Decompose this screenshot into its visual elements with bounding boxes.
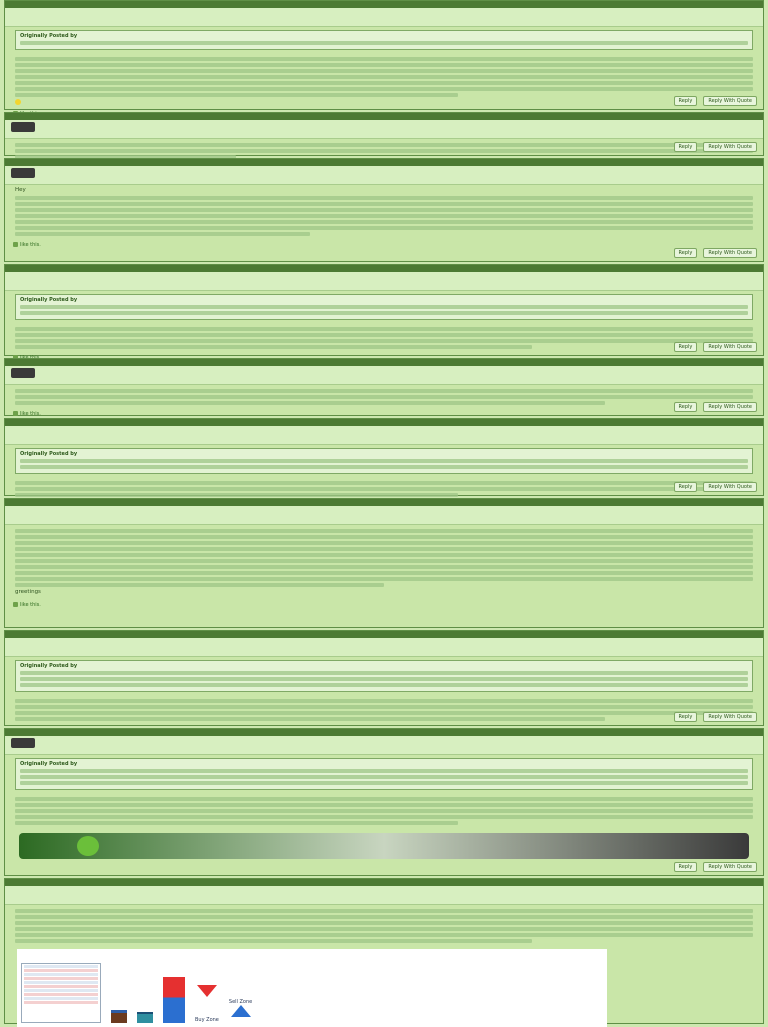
post-header <box>5 1 763 8</box>
post-7 <box>4 498 764 628</box>
text-line <box>15 803 753 807</box>
quote-line <box>20 769 748 773</box>
user-bar <box>5 638 763 657</box>
text-line <box>15 226 753 230</box>
text-line <box>15 939 532 943</box>
user-bar <box>5 166 763 185</box>
user-bar <box>5 272 763 291</box>
text-line <box>15 208 753 212</box>
text-line <box>15 196 753 200</box>
text-line <box>15 481 753 485</box>
likes-text[interactable]: like this. <box>20 241 41 248</box>
post-body <box>5 695 763 725</box>
quote-line <box>20 781 748 785</box>
post-body <box>5 53 763 108</box>
post-1 <box>4 0 764 110</box>
quote-header: Originally Posted by <box>20 451 78 457</box>
post-actions <box>674 342 757 352</box>
reply-button[interactable]: Reply <box>674 96 698 106</box>
arrow-down-icon <box>197 985 217 997</box>
text-line <box>15 69 753 73</box>
quote-line <box>20 305 748 309</box>
text-line <box>15 705 753 709</box>
reply-button[interactable]: Reply <box>674 248 698 258</box>
quote-line <box>20 311 748 315</box>
sheet-row <box>24 993 98 996</box>
text-line <box>15 699 753 703</box>
text-line <box>15 220 753 224</box>
text-line <box>15 81 753 85</box>
text-line <box>15 333 753 337</box>
avatar[interactable] <box>11 368 35 378</box>
text-line <box>15 75 753 79</box>
reply-with-quote-button[interactable]: Reply With Quote <box>703 482 757 492</box>
text-line <box>15 915 753 919</box>
post-header <box>5 419 763 426</box>
post-body <box>5 905 763 947</box>
quote-line <box>20 459 748 463</box>
quote-block <box>15 448 753 474</box>
text-line <box>15 401 605 405</box>
post-2 <box>4 112 764 156</box>
reply-with-quote-button[interactable]: Reply With Quote <box>703 862 757 872</box>
text-line <box>15 921 753 925</box>
post-actions <box>674 142 757 152</box>
reply-with-quote-button[interactable]: Reply With Quote <box>703 402 757 412</box>
quote-block <box>15 758 753 790</box>
quote-header: Originally Posted by <box>20 33 78 39</box>
post-actions <box>674 248 757 258</box>
text-line <box>15 149 753 153</box>
reply-button[interactable]: Reply <box>674 342 698 352</box>
text-line <box>15 927 753 931</box>
text-line <box>15 565 753 569</box>
reply-with-quote-button[interactable]: Reply With Quote <box>703 712 757 722</box>
sheet-row <box>24 981 98 984</box>
post-body <box>5 525 763 600</box>
quote-block <box>15 660 753 692</box>
likes-row <box>13 242 755 248</box>
text-line <box>15 577 753 581</box>
quote-line <box>20 775 748 779</box>
text-line <box>15 821 458 825</box>
reply-with-quote-button[interactable]: Reply With Quote <box>703 96 757 106</box>
user-bar <box>5 886 763 905</box>
reply-button[interactable]: Reply <box>674 482 698 492</box>
quote-block <box>15 30 753 50</box>
sheet-row <box>24 969 98 972</box>
text-line <box>15 339 753 343</box>
text-line <box>15 93 458 97</box>
sign-off: greetings <box>15 589 41 595</box>
quote-line <box>20 683 748 687</box>
avatar[interactable] <box>11 122 35 132</box>
post-header <box>5 359 763 366</box>
reply-with-quote-button[interactable]: Reply With Quote <box>703 142 757 152</box>
text-line <box>15 571 753 575</box>
text-line <box>15 583 384 587</box>
text-line <box>15 815 753 819</box>
quote-header: Originally Posted by <box>20 663 78 669</box>
text-line <box>15 541 753 545</box>
likes-text[interactable]: like this. <box>20 601 41 608</box>
text-line <box>15 202 753 206</box>
quote-header: Originally Posted by <box>20 761 78 767</box>
reply-with-quote-button[interactable]: Reply With Quote <box>703 342 757 352</box>
text-line <box>15 487 753 491</box>
banner-ball-icon <box>77 836 99 856</box>
post-9 <box>4 728 764 876</box>
likes-row <box>13 602 755 608</box>
thumbs-up-icon <box>13 411 18 416</box>
spreadsheet-image <box>21 963 101 1023</box>
post-header <box>5 729 763 736</box>
post-6 <box>4 418 764 496</box>
text-line <box>15 535 753 539</box>
avatar[interactable] <box>11 738 35 748</box>
text-line <box>15 395 753 399</box>
post-3 <box>4 158 764 262</box>
text-line <box>15 389 753 393</box>
reply-button[interactable]: Reply <box>674 402 698 412</box>
post-actions <box>674 96 757 106</box>
sheet-row <box>24 973 98 976</box>
sheet-row <box>24 997 98 1000</box>
sheet-row <box>24 1001 98 1004</box>
text-line <box>15 711 753 715</box>
text-line <box>15 345 532 349</box>
text-line <box>15 933 753 937</box>
post-body <box>5 323 763 353</box>
user-bar <box>5 426 763 445</box>
likes-text[interactable]: like this. <box>20 411 41 417</box>
quote-header: Originally Posted by <box>20 297 78 303</box>
post-8 <box>4 630 764 726</box>
quote-line <box>20 41 748 45</box>
reply-button[interactable]: Reply <box>674 862 698 872</box>
text-line <box>15 559 753 563</box>
user-bar <box>5 8 763 27</box>
post-body <box>5 385 763 409</box>
post-actions <box>674 402 757 412</box>
text-line <box>15 57 753 61</box>
post-5 <box>4 358 764 416</box>
reply-button[interactable]: Reply <box>674 142 698 152</box>
quote-line <box>20 465 748 469</box>
reply-button[interactable]: Reply <box>674 712 698 722</box>
sheet-row <box>24 977 98 980</box>
text-line <box>15 214 753 218</box>
smiley-icon <box>15 99 21 105</box>
post-body <box>5 185 763 240</box>
candle-bar <box>111 1010 127 1023</box>
sheet-row <box>24 985 98 988</box>
sheet-row <box>24 965 98 968</box>
sheet-row <box>24 989 98 992</box>
candle-bar <box>137 1012 153 1023</box>
text-line <box>15 63 753 67</box>
text-line <box>15 809 753 813</box>
post-10 <box>4 878 764 1024</box>
text-line <box>15 87 753 91</box>
post-header <box>5 499 763 506</box>
quote-line <box>20 671 748 675</box>
user-bar <box>5 736 763 755</box>
text-line <box>15 143 753 147</box>
post-header <box>5 631 763 638</box>
post-header <box>5 159 763 166</box>
post-header <box>5 265 763 272</box>
user-bar <box>5 366 763 385</box>
quote-block <box>15 294 753 320</box>
text-line <box>15 529 753 533</box>
text-line <box>15 909 753 913</box>
user-bar <box>5 120 763 139</box>
text-line <box>15 493 458 497</box>
avatar[interactable] <box>11 168 35 178</box>
greeting: Hey <box>15 187 26 193</box>
user-bar <box>5 506 763 525</box>
signature-banner[interactable] <box>19 833 749 859</box>
post-actions <box>674 862 757 872</box>
attached-image[interactable] <box>17 949 607 1027</box>
post-actions <box>674 712 757 722</box>
post-actions <box>674 482 757 492</box>
thumbs-up-icon <box>13 242 18 247</box>
text-line <box>15 327 753 331</box>
text-line <box>15 547 753 551</box>
range-bar <box>163 977 185 1023</box>
post-header <box>5 879 763 886</box>
text-line <box>15 797 753 801</box>
text-line <box>15 553 753 557</box>
post-header <box>5 113 763 120</box>
text-line <box>15 717 605 721</box>
sell-zone-label: Sell Zone <box>228 998 253 1005</box>
reply-with-quote-button[interactable]: Reply With Quote <box>703 248 757 258</box>
text-line <box>15 232 310 236</box>
post-4 <box>4 264 764 356</box>
thumbs-up-icon <box>13 602 18 607</box>
arrow-up-icon <box>231 1005 251 1017</box>
post-body <box>5 793 763 829</box>
buy-zone-label: Buy Zone <box>195 1016 219 1023</box>
likes-row <box>13 411 755 417</box>
quote-line <box>20 677 748 681</box>
